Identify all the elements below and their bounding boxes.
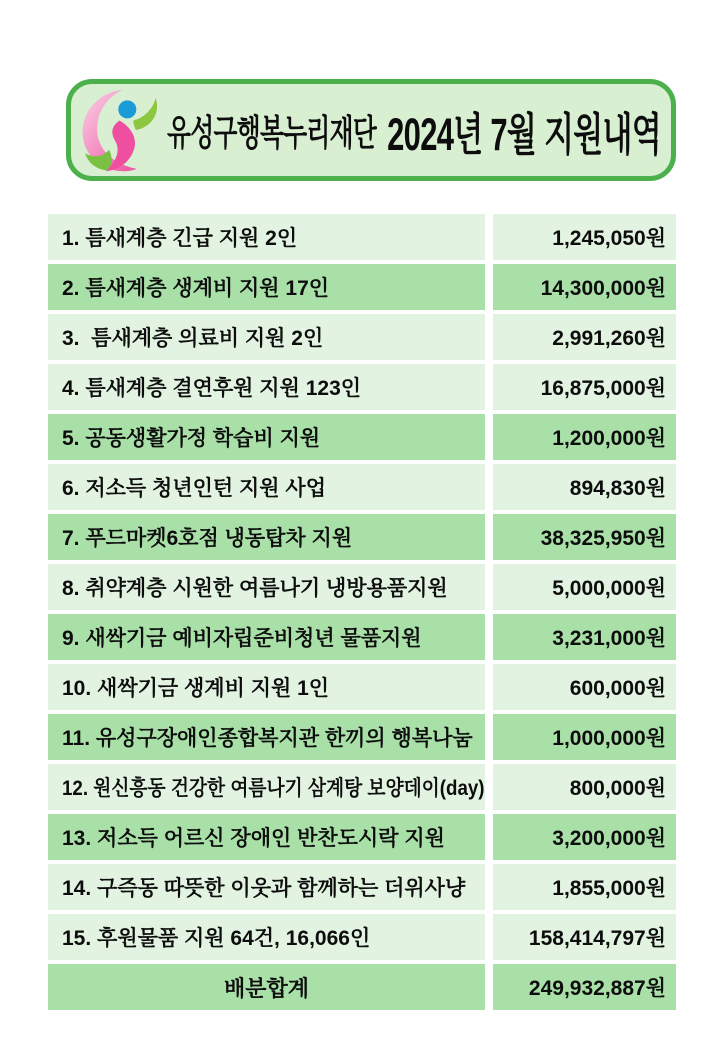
item-amount-cell xyxy=(493,614,676,660)
item-amount-cell xyxy=(493,564,676,610)
item-label: 11. 유성구장애인종합복지관 한끼의 행복나눔 xyxy=(62,727,473,750)
banner-title xyxy=(167,98,661,163)
page-title: 2024년 7월 지원내역 xyxy=(387,108,661,160)
item-amount-cell xyxy=(493,814,676,860)
item-label: 5. 공동생활가정 학습비 지원 xyxy=(62,427,321,450)
table-row xyxy=(48,814,676,860)
item-label-cell xyxy=(48,764,485,810)
item-label-cell xyxy=(48,664,485,710)
item-label: 9. 새싹기금 예비자립준비청년 물품지원 xyxy=(62,627,422,650)
table-row xyxy=(48,764,676,810)
table-row xyxy=(48,864,676,910)
item-amount-cell xyxy=(493,764,676,810)
item-amount: 38,325,950원 xyxy=(540,527,666,550)
item-amount: 894,830원 xyxy=(569,477,666,500)
item-amount-cell xyxy=(493,364,676,410)
table-row xyxy=(48,214,676,260)
item-amount-cell xyxy=(493,314,676,360)
item-amount: 2,991,260원 xyxy=(552,327,666,350)
item-label-cell xyxy=(48,814,485,860)
table-row xyxy=(48,264,676,310)
item-label: 10. 새싹기금 생계비 지원 1인 xyxy=(62,677,330,700)
item-amount: 1,855,000원 xyxy=(552,877,666,900)
item-label: 7. 푸드마켓6호점 냉동탑차 지원 xyxy=(62,527,353,550)
table-row xyxy=(48,514,676,560)
item-amount: 1,200,000원 xyxy=(552,427,666,450)
item-amount-cell xyxy=(493,264,676,310)
table-row xyxy=(48,914,676,960)
item-amount: 800,000원 xyxy=(569,777,666,800)
item-label: 12. 원신흥동 건강한 여름나기 삼계탕 보양데이(day) xyxy=(62,777,485,800)
item-amount-cell xyxy=(493,864,676,910)
table-row xyxy=(48,564,676,610)
item-label: 3. 틈새계층 의료비 지원 2인 xyxy=(62,327,324,350)
table-row xyxy=(48,614,676,660)
item-label-cell xyxy=(48,864,485,910)
item-amount-cell xyxy=(493,214,676,260)
item-label: 14. 구즉동 따뜻한 이웃과 함께하는 더위사냥 xyxy=(62,877,466,900)
item-label: 2. 틈새계층 생계비 지원 17인 xyxy=(62,277,330,300)
foundation-logo-icon xyxy=(79,86,167,174)
item-label-cell xyxy=(48,464,485,510)
item-amount: 14,300,000원 xyxy=(540,277,666,300)
total-amount-cell xyxy=(493,964,676,1010)
table-row xyxy=(48,314,676,360)
item-label-cell xyxy=(48,514,485,560)
item-label-cell xyxy=(48,914,485,960)
item-label-cell xyxy=(48,364,485,410)
item-label: 15. 후원물품 지원 64건, 16,066인 xyxy=(62,927,371,950)
item-label-cell xyxy=(48,714,485,760)
item-label-cell xyxy=(48,564,485,610)
total-label: 배분합계 xyxy=(223,975,309,1001)
item-label: 6. 저소득 청년인턴 지원 사업 xyxy=(62,477,326,500)
item-amount-cell xyxy=(493,914,676,960)
table-row xyxy=(48,664,676,710)
item-label-cell xyxy=(48,314,485,360)
support-table xyxy=(48,214,676,1014)
item-label-cell xyxy=(48,214,485,260)
item-amount: 3,231,000원 xyxy=(552,627,666,650)
item-amount: 1,245,050원 xyxy=(552,227,666,250)
item-amount-cell xyxy=(493,464,676,510)
table-row xyxy=(48,714,676,760)
foundation-name: 유성구행복누리재단 xyxy=(167,111,377,153)
item-label-cell xyxy=(48,414,485,460)
total-amount: 249,932,887원 xyxy=(528,977,666,1000)
total-label-cell xyxy=(48,964,485,1010)
item-amount: 1,000,000원 xyxy=(552,727,666,750)
table-row xyxy=(48,464,676,510)
item-amount: 16,875,000원 xyxy=(540,377,666,400)
item-amount-cell xyxy=(493,514,676,560)
item-amount: 3,200,000원 xyxy=(552,827,666,850)
header-banner xyxy=(66,79,676,181)
item-amount: 5,000,000원 xyxy=(552,577,666,600)
item-amount: 158,414,797원 xyxy=(528,927,666,950)
item-label: 8. 취약계층 시원한 여름나기 냉방용품지원 xyxy=(62,577,448,600)
table-row xyxy=(48,414,676,460)
item-label-cell xyxy=(48,264,485,310)
table-row xyxy=(48,364,676,410)
item-label: 1. 틈새계층 긴급 지원 2인 xyxy=(62,227,298,250)
item-label: 4. 틈새계층 결연후원 지원 123인 xyxy=(62,377,362,400)
item-amount-cell xyxy=(493,414,676,460)
item-amount-cell xyxy=(493,664,676,710)
total-row xyxy=(48,964,676,1010)
item-amount: 600,000원 xyxy=(569,677,666,700)
item-label-cell xyxy=(48,614,485,660)
item-amount-cell xyxy=(493,714,676,760)
item-label: 13. 저소득 어르신 장애인 반찬도시락 지원 xyxy=(62,827,445,850)
banner-title-wrap xyxy=(167,98,661,163)
